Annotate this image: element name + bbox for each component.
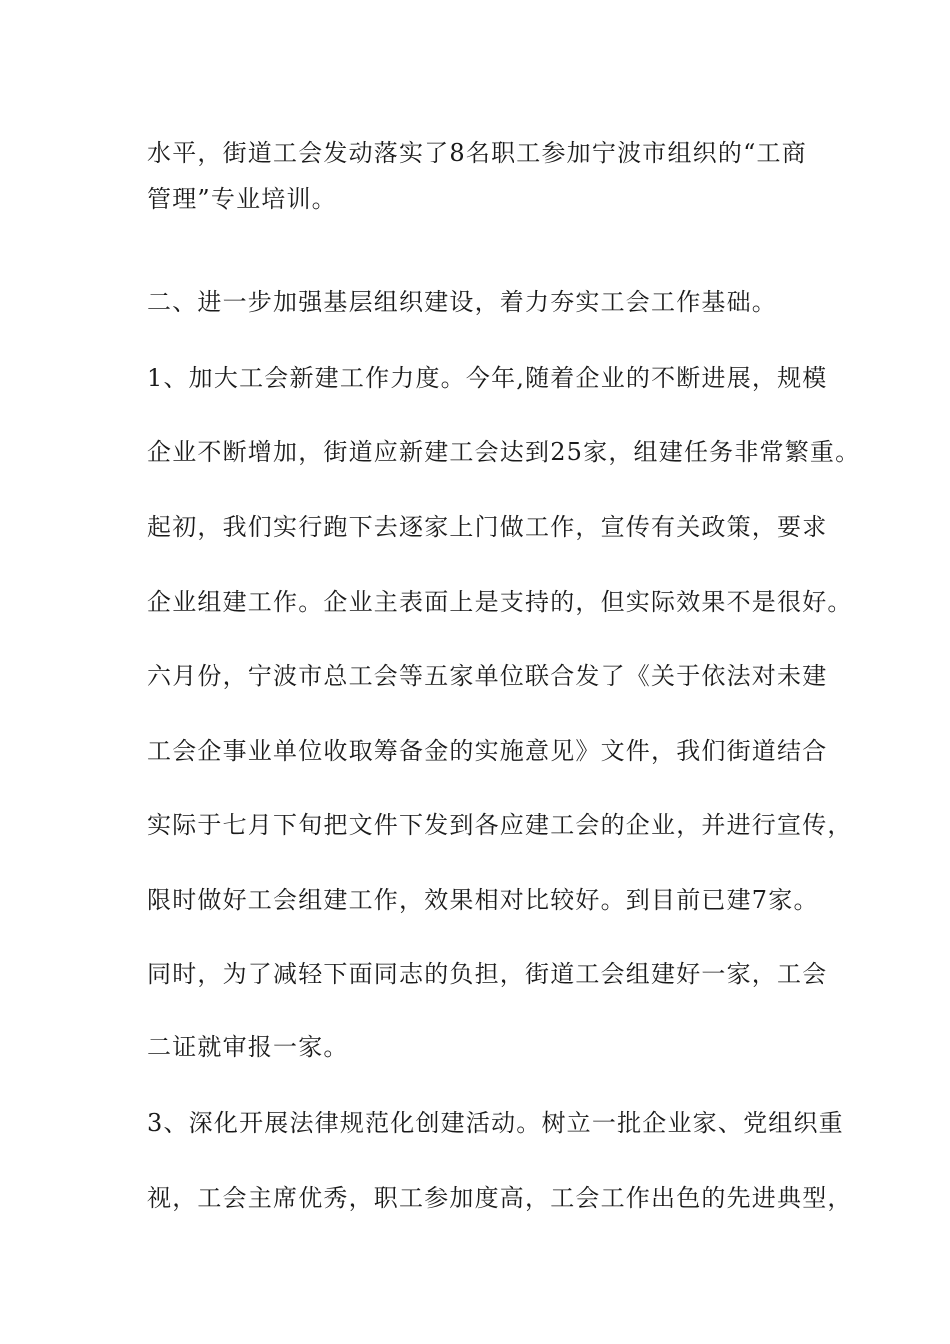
text-line-8: 六月份，宁波市总工会等五家单位联合发了《关于依法对未建 — [147, 662, 828, 690]
text-line-14: 3、深化开展法律规范化创建活动。树立一批企业家、党组织重 — [147, 1109, 844, 1137]
text-line-15: 视，工会主席优秀，职工参加度高，工会工作出色的先进典型， — [147, 1184, 853, 1212]
text-line-5: 企业不断增加，街道应新建工会达到25家，组建任务非常繁重。 — [147, 438, 861, 466]
text-line-9: 工会企事业单位收取筹备金的实施意见》文件，我们街道结合 — [147, 737, 828, 765]
text-line-2: 管理”专业培训。 — [147, 185, 337, 213]
text-line-11: 限时做好工会组建工作，效果相对比较好。到目前已建7家。 — [147, 886, 819, 914]
text-line-13: 二证就审报一家。 — [147, 1033, 349, 1061]
text-line-6: 起初，我们实行跑下去逐家上门做工作，宣传有关政策，要求 — [147, 513, 828, 541]
text-line-1: 水平，街道工会发动落实了8名职工参加宁波市组织的“工商 — [147, 139, 807, 167]
text-line-12: 同时，为了减轻下面同志的负担，街道工会组建好一家，工会 — [147, 960, 828, 988]
section-heading: 二、进一步加强基层组织建设，着力夯实工会工作基础。 — [147, 288, 777, 316]
text-line-10: 实际于七月下旬把文件下发到各应建工会的企业，并进行宣传， — [147, 811, 853, 839]
text-line-4: 1、加大工会新建工作力度。今年,随着企业的不断进展，规模 — [147, 364, 828, 392]
text-line-7: 企业组建工作。企业主表面上是支持的，但实际效果不是很好。 — [147, 588, 853, 616]
